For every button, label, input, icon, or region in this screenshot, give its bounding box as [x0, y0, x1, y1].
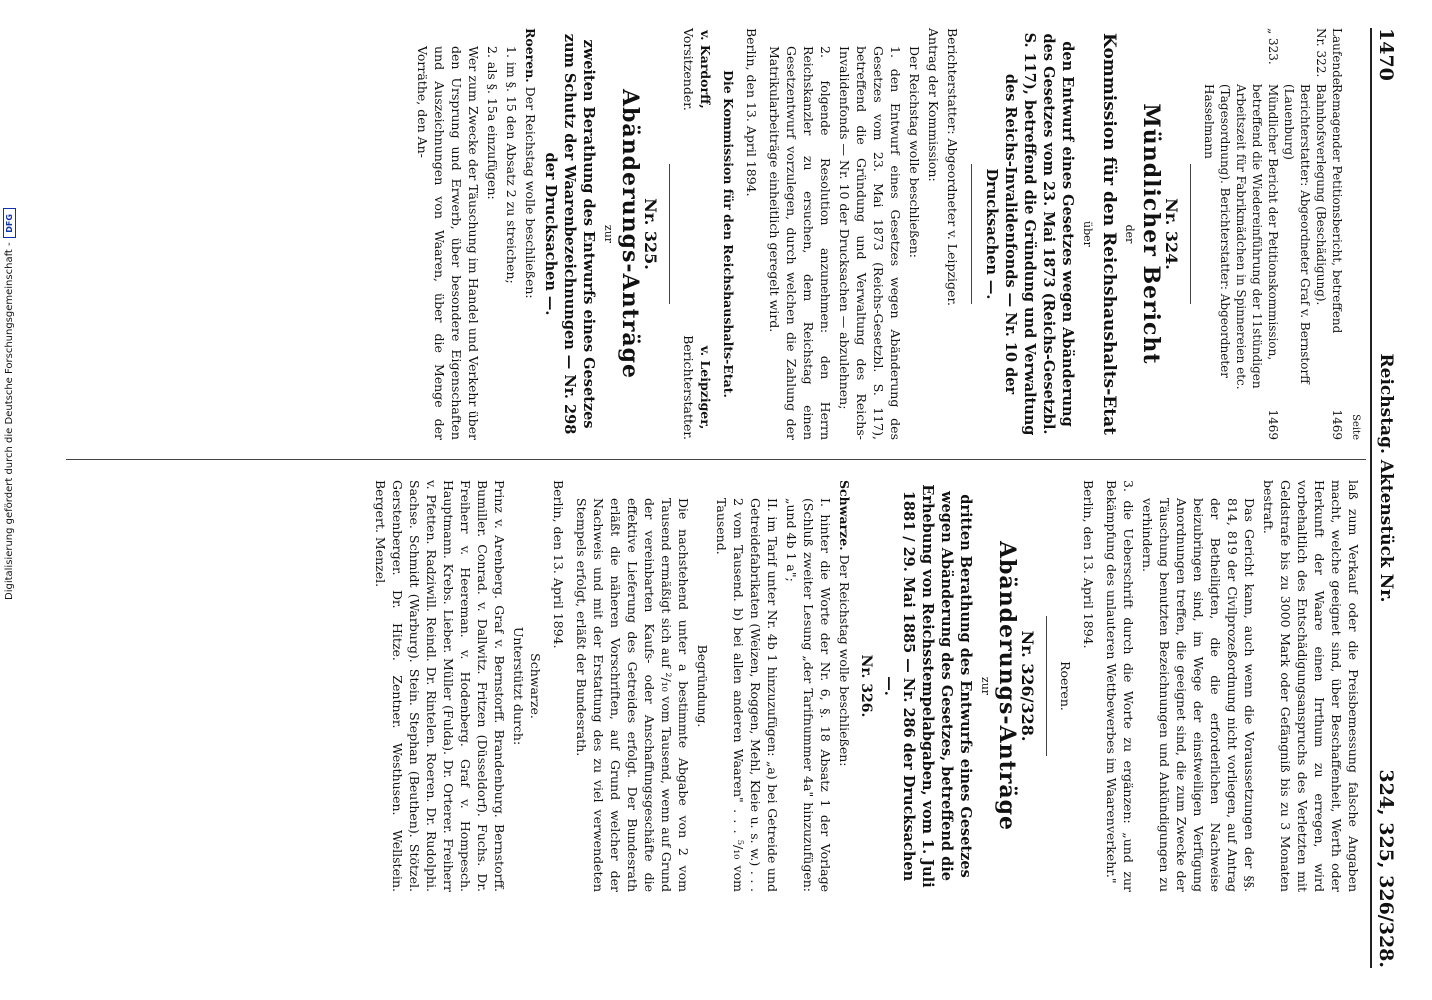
- amendment-325-author: Roeren.: [523, 28, 538, 83]
- continuation-text: laß zum Verkauf oder die Preisbemessung falsche Angaben macht, welche geeignet sind, über Beschaffenheit, Werth oder Herkunft der Waare einen Irrthum zu erregen, wird vorbehaltlich des Entschädigungsanspruchs des Verletzten mit Geldstrafe bis zu 3000 Mark oder Gefängniß bis zu 3 Monaten bestraft.: [1261, 480, 1361, 892]
- signatures: [680, 28, 714, 440]
- reporter-role: Berichterstatter.: [681, 335, 696, 440]
- committee-name: Die Kommission für den Reichshaushalts-Etat.: [721, 70, 736, 398]
- amendment-325-intro: [522, 28, 539, 440]
- begruendung-text: Die nachstehend unter a bestimmte Abgabe von 2 vom Tausend ermäßigt sich auf ²/₁₀ vom Tausend, wenn auf Grund der vereinbarten Kaufs- oder Anschaffungsgeschäfte die effektive Lieferung des Getreides erfolgt. Der Bundesrath erläßt die näheren Vorschriften, auf Grund welcher der Nachweis und mit der Erstattung des zu viel verwendeten Stempels erfolgt, erläßt der Bundesrath.: [574, 498, 691, 892]
- amendment-326-intro: [836, 480, 853, 892]
- toc-text: Remagender Petitionsbericht, betreffend Bahnhofsverlegung (Beschädigung). Berichterstatter: Abgeordneter Graf v. Bernstorff (Lauenburg): [1282, 84, 1344, 384]
- amendment-326-item: II. im Tarif unter Nr. 4b 1 hinzuzufügen: „a) bei Getreide und Getreidefabrikaten (Weizen, Roggen, Mehl, Kleie u. s. w.) . . . 2 vom Tausend. b) bei allen anderen Waaren" . . . ⁵/₁₀ vom Tausend.: [714, 498, 780, 892]
- report-subject: den Entwurf eines Gesetzes wegen Abänderung des Gesetzes vom 23. Mai 1873 (Reichs-Gesetzbl. S. 117), betreffend die Gründung und Verwaltung des Reichs-Invalidenfonds — Nr. 10 der Drucksachen —.: [983, 32, 1076, 436]
- separator: [1190, 164, 1191, 304]
- reporter-name: v. Leipziger,: [698, 345, 713, 430]
- signature-reporter: [680, 335, 714, 440]
- page-sheet: [26, 10, 1406, 990]
- amendment-325-item: 2. als §. 15a einzufügen:: [485, 46, 500, 200]
- seite-label: Seite: [1350, 414, 1361, 440]
- report-date: Berlin, den 13. April 1894.: [744, 28, 759, 197]
- amendment-326-subnumber: Nr. 326.: [858, 654, 874, 718]
- report-number: Nr. 324.: [1162, 198, 1181, 270]
- chair-role: Vorsitzender.: [681, 28, 696, 111]
- antrag-item: 1. den Entwurf eines Gesetzes wegen Abänderung des Gesetzes vom 23. Mai 1873 (Reichs-Gesetzbl. S. 117), betreffend die Gründung und Verwaltung des Reichs-Invalidenfonds — Nr. 10 der Drucksachen — abzulehnen;: [837, 46, 903, 440]
- header-title: Reichstag. Aktenstück Nr.: [1376, 353, 1396, 603]
- separator: [971, 164, 972, 304]
- signature-chair: [680, 28, 714, 111]
- chair-name: v. Kardorff,: [698, 30, 713, 109]
- berichterstatter: Berichterstatter: Abgeordneter v. Leipziger.: [945, 28, 960, 307]
- toc-page: 1469: [1330, 409, 1344, 440]
- amendment-326-zur: zur: [979, 676, 992, 696]
- amendment-326-intro-text: Der Reichstag wolle beschließen:: [837, 554, 852, 767]
- header-document-numbers: 324, 325, 326/328.: [1375, 769, 1397, 968]
- toc-page: 1469: [1266, 409, 1280, 440]
- amendment-325-title: Abänderungs-Anträge: [617, 88, 643, 379]
- amendment-item-3: 3. die Ueberschrift durch die Worte zu ergänzen: „und zur Bekämpfung des unlauteren Wettbewerbes im Waarenverkehr.": [1104, 480, 1136, 892]
- right-column: [56, 480, 1364, 892]
- separator: [669, 164, 670, 304]
- toc-label: „ 323.: [1266, 28, 1280, 65]
- amendment-326-date: Berlin, den 13. April 1894.: [551, 480, 566, 649]
- column-divider: [66, 459, 1366, 460]
- antrag-intro: Der Reichstag wolle beschließen:: [907, 46, 922, 258]
- amendment-325-number: Nr. 325.: [641, 198, 660, 270]
- report-subtitle: Kommission für den Reichshaushalts-Etat: [1099, 33, 1119, 435]
- amendment-326-number: Nr. 326/328.: [1018, 630, 1037, 742]
- amendment-325-intro-text: Der Reichstag wolle beschließen:: [523, 86, 538, 299]
- amendment-325-zur: zur: [602, 224, 615, 244]
- amendment-326-title: Abänderungs-Anträge: [994, 540, 1020, 831]
- report-ueber: über: [1081, 221, 1094, 247]
- toc-entry: [1201, 28, 1281, 440]
- toc-entry: [1281, 28, 1345, 440]
- left-column: [56, 28, 1364, 440]
- amendment-326-subtitle: dritten Berathung des Entwurfs eines Gesetzes wegen Abänderung des Gesetzes, betreffend die Erhebung von Reichsstempelabgaben, vom 1. Juli 1881 / 29. Mai 1885 — Nr. 286 der Drucksachen —.: [881, 484, 974, 888]
- amendment-326-item: I. hinter die Worte der Nr. 6, §. 18 Absatz 1 der Vorlage (Schluß zweiter Lesung „der Tarifnummer 4a" hinzuzufügen: „und 4b 1 a";: [784, 498, 833, 892]
- amendment-326-author: Schwarze.: [837, 480, 852, 551]
- supporters-label: Unterstützt durch:: [511, 626, 526, 746]
- digitization-footer: [2, 202, 16, 600]
- header-rule: [1370, 28, 1372, 968]
- supporters-list: Prinz v. Arenberg. Graf v. Bernstorff. Brandenburg. Bernstorff. Bumiller. Conrad. v. Dallwitz. Fritzen (Düsseldorf). Fuchs. Dr. Freiherr v. Heereman. v. Hodenberg. Graf v. Hompesch. Hauptmann. Krebs. Lieber. Müller (Fulda). Dr. Orterer. Freiherr v. Pfetten. Radziwill. Reindl. Dr. Rintelen. Roeren. Dr. Rudolphi. Sachse. Schmidt (Warburg). Stein. Stephan (Beuthen). Stötzel. Gerstenberger. Dr. Hitze. Zentner. Westhusen. Wellstein. Bergert. Menzel.: [373, 480, 507, 892]
- dfg-logo: DFG: [3, 208, 16, 238]
- amendment-325-subtitle: zweiten Berathung des Entwurfs eines Gesetzes zum Schutz der Waarenbezeichnungen — Nr. 298 der Drucksachen —.: [542, 33, 597, 435]
- page-number: 1470: [1375, 28, 1397, 81]
- separator: [1046, 616, 1047, 756]
- amendment-325-date: Berlin, den 13. April 1894.: [1081, 480, 1096, 649]
- report-der: der: [1123, 224, 1136, 244]
- antrag-item: 2. folgende Resolution anzunehmen: den Herrn Reichskanzler zu ersuchen, dem Reichstag einen Gesetzentwurf vorzulegen, durch welchen die Zahlung der Matrikularbeiträge einheitlich geregelt wird.: [767, 46, 833, 440]
- amendment-325-text: Wer zum Zwecke der Täuschung im Handel und Verkehr über den Ursprung und Erwerb, über besondere Eigenschaften und Auszeichnungen von Waaren, über die Menge der Vorräthe, den An-: [415, 46, 481, 440]
- page-header: [1374, 28, 1398, 968]
- amendment-326-signature: Schwarze.: [528, 653, 543, 719]
- report-title: Mündlicher Bericht: [1138, 103, 1164, 365]
- toc-text: Mündlicher Bericht der Petitionskommission, betreffend die Wiedereinführung der 11stündigen Arbeitszeit für Fabrikmädchen in Spinnereien etc. (Tagesordnung). Berichterstatter: Abgeordneter Hasselmann: [1202, 84, 1280, 390]
- continuation-paragraph: Das Gericht kann, auch wenn die Voraussetzungen der §§. 814, 819 der Civilprozeßordnung nicht vorliegen, auf Antrag der Betheiligten, die die erforderlichen Nachweise beizubringen sind, im Wege der einstweiligen Verfügung Anordnungen treffen, die geeignet sind, die zum Zwecke der Täuschung benutzten Bezeichnungen und Ankündigungen zu verhindern.: [1140, 498, 1257, 892]
- toc-label: Laufende Nr. 322.: [1314, 28, 1344, 85]
- antrag-label: Antrag der Kommission:: [926, 28, 941, 182]
- amendment-325-item: 1. im §. 15 den Absatz 2 zu streichen;: [504, 46, 519, 284]
- footer-text: Digitalisierung gefördert durch die Deutsche Forschungsgemeinschaft -: [3, 242, 15, 600]
- begruendung-title: Begründung.: [695, 644, 710, 728]
- amendment-325-signature: Roeren.: [1058, 661, 1073, 711]
